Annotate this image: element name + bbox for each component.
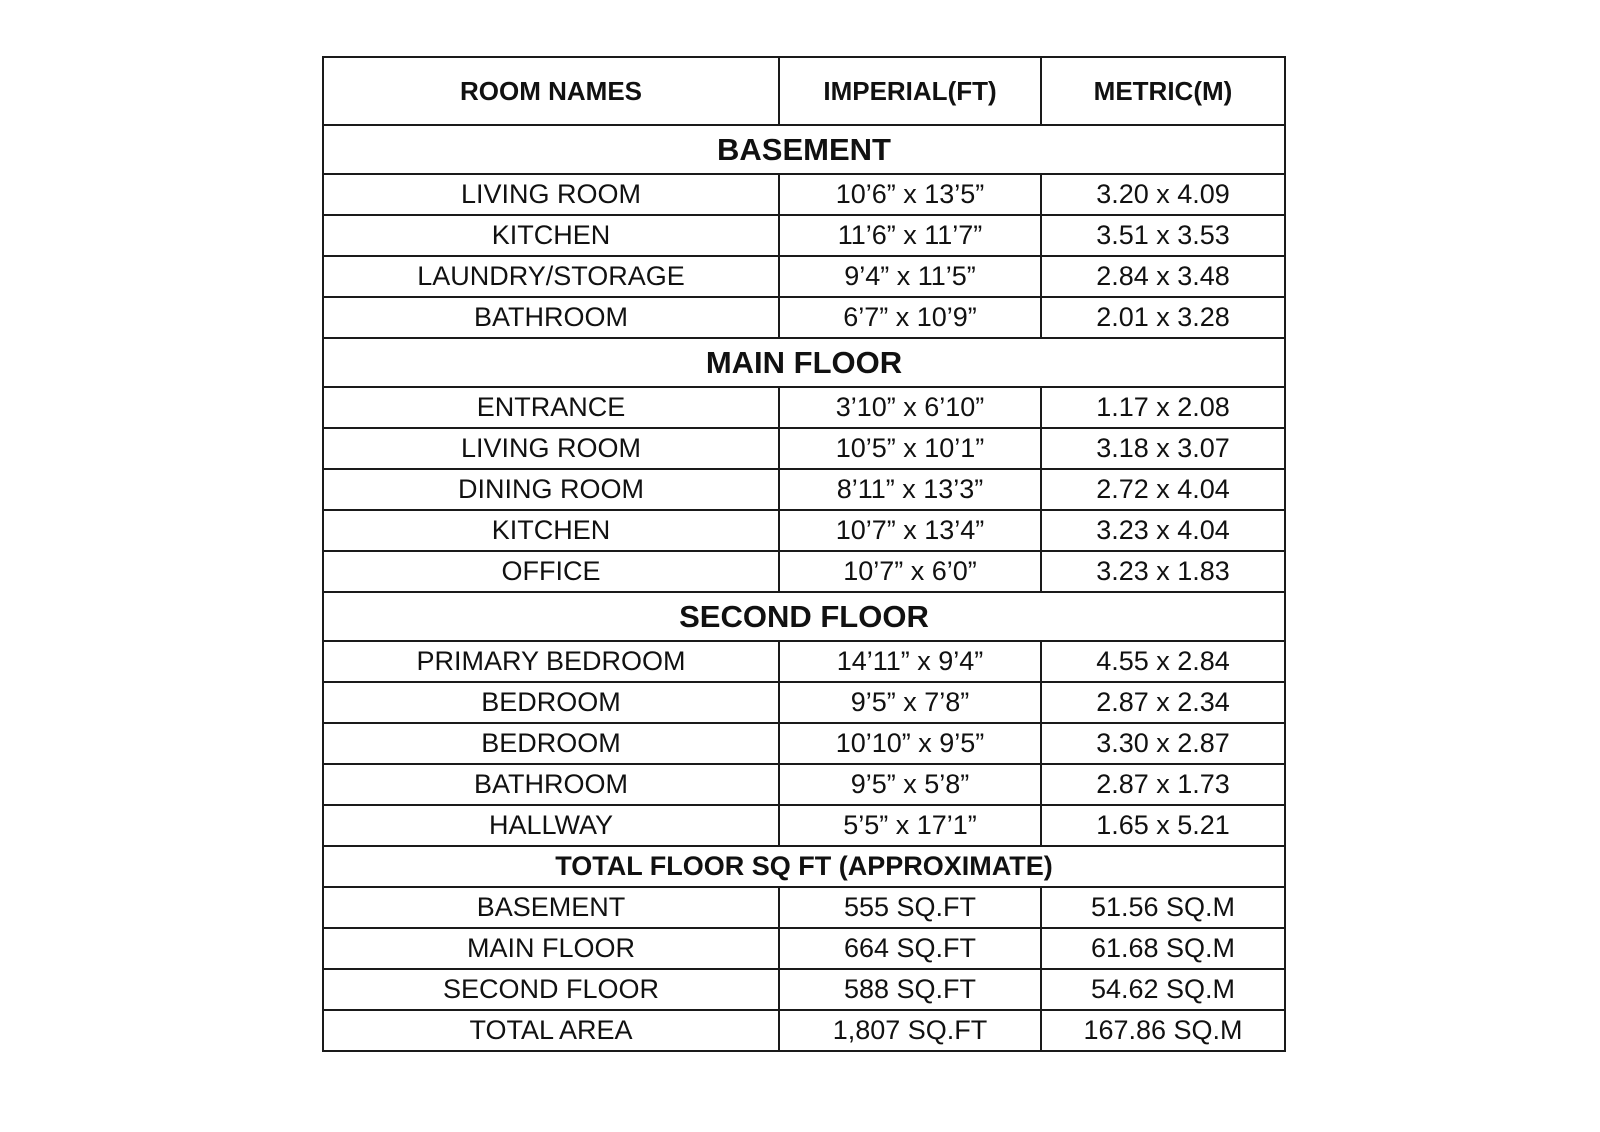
metric-value: 3.20 x 4.09 [1041,174,1285,215]
section-title: BASEMENT [323,125,1285,174]
table-row [323,682,1285,723]
room-name: BEDROOM [323,682,779,723]
floor-name: MAIN FLOOR [323,928,779,969]
metric-value: 1.17 x 2.08 [1041,387,1285,428]
table-row [323,469,1285,510]
imperial-area: 1,807 SQ.FT [779,1010,1041,1051]
metric-value: 3.18 x 3.07 [1041,428,1285,469]
table-row [323,887,1285,928]
imperial-value: 10’7” x 13’4” [779,510,1041,551]
imperial-value: 10’5” x 10’1” [779,428,1041,469]
floor-name: BASEMENT [323,887,779,928]
imperial-value: 11’6” x 11’7” [779,215,1041,256]
room-name: LAUNDRY/STORAGE [323,256,779,297]
table-row [323,256,1285,297]
imperial-value: 8’11” x 13’3” [779,469,1041,510]
table-row [323,805,1285,846]
table-row [323,723,1285,764]
metric-value: 2.72 x 4.04 [1041,469,1285,510]
table-row [323,387,1285,428]
imperial-area: 555 SQ.FT [779,887,1041,928]
room-name: LIVING ROOM [323,174,779,215]
table-row [323,641,1285,682]
section-second-floor [323,592,1285,641]
table-row [323,551,1285,592]
imperial-area: 664 SQ.FT [779,928,1041,969]
section-title: TOTAL FLOOR SQ FT (APPROXIMATE) [323,846,1285,887]
metric-value: 3.23 x 1.83 [1041,551,1285,592]
metric-value: 3.51 x 3.53 [1041,215,1285,256]
metric-area: 54.62 SQ.M [1041,969,1285,1010]
section-title: MAIN FLOOR [323,338,1285,387]
table-row [323,928,1285,969]
floor-name: TOTAL AREA [323,1010,779,1051]
room-name: BEDROOM [323,723,779,764]
metric-value: 2.01 x 3.28 [1041,297,1285,338]
imperial-value: 3’10” x 6’10” [779,387,1041,428]
table-row [323,510,1285,551]
metric-value: 3.23 x 4.04 [1041,510,1285,551]
metric-value: 2.84 x 3.48 [1041,256,1285,297]
metric-value: 1.65 x 5.21 [1041,805,1285,846]
imperial-value: 9’4” x 11’5” [779,256,1041,297]
metric-value: 3.30 x 2.87 [1041,723,1285,764]
table-row [323,1010,1285,1051]
room-name: OFFICE [323,551,779,592]
section-main-floor [323,338,1285,387]
section-total-floor-area [323,846,1285,887]
imperial-value: 10’10” x 9’5” [779,723,1041,764]
table-row [323,428,1285,469]
section-title: SECOND FLOOR [323,592,1285,641]
imperial-value: 6’7” x 10’9” [779,297,1041,338]
table-header-row [323,57,1285,125]
metric-area: 167.86 SQ.M [1041,1010,1285,1051]
room-name: ENTRANCE [323,387,779,428]
header-imperial: IMPERIAL(FT) [779,57,1041,125]
room-name: BATHROOM [323,297,779,338]
room-name: KITCHEN [323,510,779,551]
room-name: LIVING ROOM [323,428,779,469]
imperial-value: 5’5” x 17’1” [779,805,1041,846]
room-name: HALLWAY [323,805,779,846]
metric-value: 4.55 x 2.84 [1041,641,1285,682]
imperial-value: 10’7” x 6’0” [779,551,1041,592]
table-row [323,764,1285,805]
header-room-names: ROOM NAMES [323,57,779,125]
room-name: KITCHEN [323,215,779,256]
room-name: DINING ROOM [323,469,779,510]
table-row [323,174,1285,215]
section-basement [323,125,1285,174]
room-dimensions-table [322,56,1286,1052]
imperial-value: 10’6” x 13’5” [779,174,1041,215]
metric-value: 2.87 x 1.73 [1041,764,1285,805]
imperial-value: 9’5” x 7’8” [779,682,1041,723]
metric-value: 2.87 x 2.34 [1041,682,1285,723]
floor-name: SECOND FLOOR [323,969,779,1010]
table-row [323,215,1285,256]
metric-area: 51.56 SQ.M [1041,887,1285,928]
imperial-value: 9’5” x 5’8” [779,764,1041,805]
imperial-area: 588 SQ.FT [779,969,1041,1010]
metric-area: 61.68 SQ.M [1041,928,1285,969]
imperial-value: 14’11” x 9’4” [779,641,1041,682]
table-row [323,969,1285,1010]
table-row [323,297,1285,338]
room-name: BATHROOM [323,764,779,805]
header-metric: METRIC(M) [1041,57,1285,125]
room-name: PRIMARY BEDROOM [323,641,779,682]
table-body [323,125,1285,1051]
